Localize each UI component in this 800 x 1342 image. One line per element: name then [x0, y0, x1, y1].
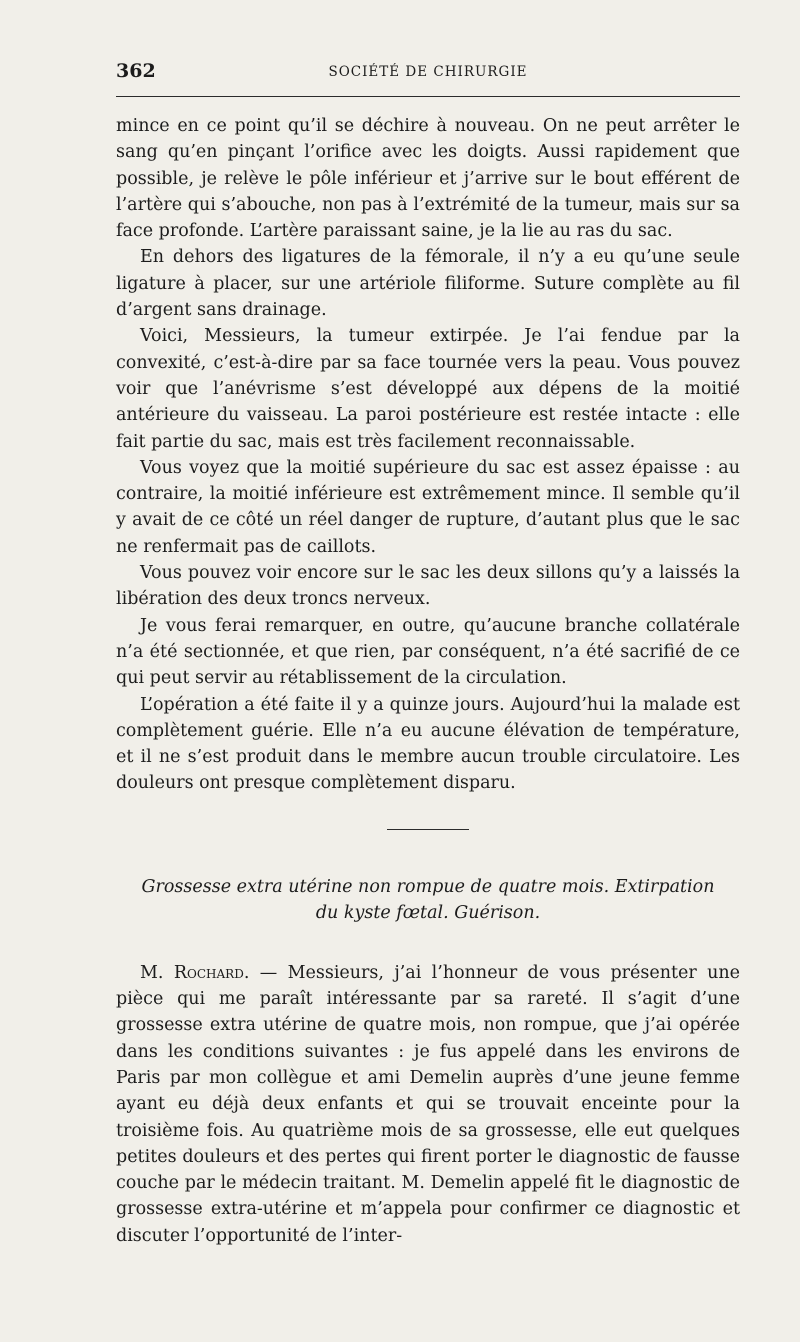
book-page — [116, 56, 740, 1249]
section-text — [116, 960, 740, 1249]
section-separator — [387, 829, 469, 830]
header-rule — [116, 96, 740, 97]
speaker-name: M. Rochard. — [140, 962, 250, 983]
paragraph: Vous pouvez voir encore sur le sac les deux sillons qu’y a laissés la libération des deux troncs nerveux. — [116, 563, 740, 610]
paragraph: Je vous ferai remarquer, en outre, qu’aucune branche collatérale n’a été sectionnée, et que rien, par conséquent, n’a été sacrifié de ce qui peut servir au rétablissement de la circulation. — [116, 615, 740, 689]
section-title-line: du kyste fœtal. Guérison. — [315, 902, 541, 923]
main-text — [116, 113, 740, 797]
paragraph — [116, 960, 740, 1249]
paragraph: Voici, Messieurs, la tumeur extirpée. Je l’ai fendue par la convexité, c’est-à-dire par sa face tournée vers la peau. Vous pouvez voir que l’anévrisme s’est développé aux dépens de la moitié antérieure du vaisseau. La paroi postérieure est restée intacte : elle fait partie du sac, mais est très facilement reconnaissable. — [116, 326, 740, 452]
paragraph: L’opération a été faite il y a quinze jours. Aujourd’hui la malade est complètement guérie. Elle n’a eu aucune élévation de température, et il ne s’est produit dans le membre aucun trouble circulatoire. Les douleurs ont presque complètement disparu. — [116, 694, 740, 794]
running-head: SOCIÉTÉ DE CHIRURGIE — [328, 64, 528, 80]
section-title-line: Grossesse extra utérine non rompue de quatre mois. Extirpation — [141, 876, 715, 897]
section-title — [116, 874, 740, 926]
paragraph: mince en ce point qu’il se déchire à nouveau. On ne peut arrêter le sang qu’en pinçant l’orifice avec les doigts. Aussi rapidement que possible, je relève le pôle inférieur et j’arrive sur le bout efférent de l’artère qui s’abouche, non pas à l’extrémité de la tumeur, mais sur sa face profonde. L’artère paraissant saine, je la lie au ras du sac. — [116, 116, 740, 242]
page-number: 362 — [116, 60, 156, 82]
paragraph: Vous voyez que la moitié supérieure du sac est assez épaisse : au contraire, la moitié inférieure est extrêmement mince. Il semble qu’il y avait de ce côté un réel danger de rupture, d’autant plus que le sac ne renfermait pas de caillots. — [116, 457, 740, 557]
paragraph: En dehors des ligatures de la fémorale, il n’y a eu qu’une seule ligature à placer, sur une artériole filiforme. Suture complète au fil d’argent sans drainage. — [116, 247, 740, 321]
page-header — [116, 56, 740, 92]
speech-text: — Messieurs, j’ai l’honneur de vous présenter une pièce qui me paraît intéressante par sa rareté. Il s’agit d’une grossesse extra utérine de quatre mois, non rompue, que j’ai opérée dans les conditions suivantes : je fus appelé dans les environs de Paris par mon collègue et ami Demelin auprès d’une jeune femme ayant eu déjà deux enfants et qui se trouvait enceinte pour la troisième fois. Au quatrième mois de sa grossesse, elle eut quelques petites douleurs et des pertes qui firent porter le diagnostic de fausse couche par le médecin traitant. M. Demelin appelé fit le diagnostic de grossesse extra-utérine et m’appela pour confirmer ce diagnostic et discuter l’opportunité de l’inter- — [116, 962, 741, 1246]
